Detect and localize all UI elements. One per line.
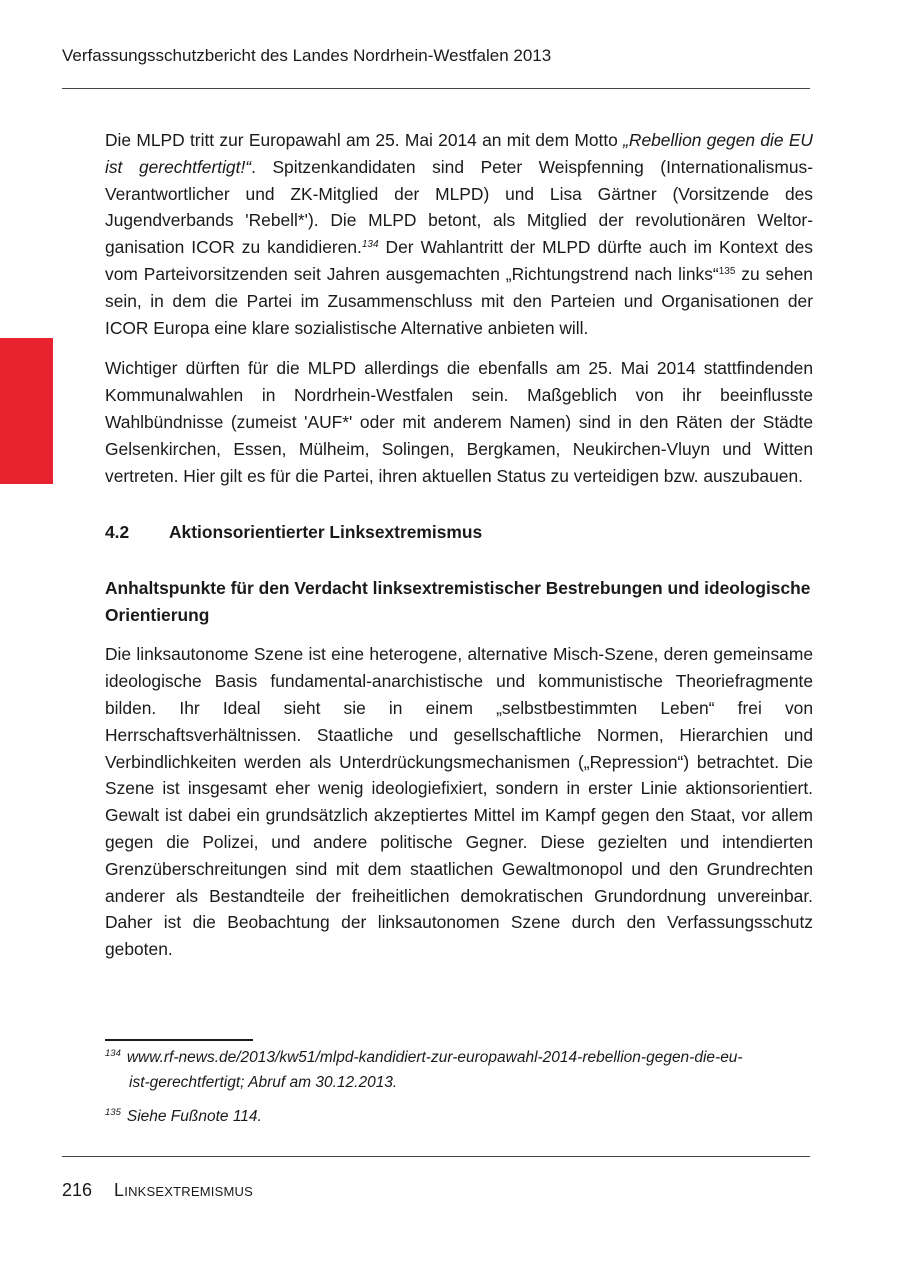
footnote-separator [105,1039,253,1041]
para1-text-4: zu sehen sein, in dem die Partei im Zusammenschluss mit den Parteien und Organisationen der ICOR Europa eine klare sozialistische Alternative anbieten will. [105,263,813,338]
footer-rule [62,1156,810,1157]
header-rule [62,88,810,89]
footnote-mark: 134 [105,1048,121,1059]
chapter-color-tab [0,338,53,484]
footnote-mark: 135 [105,1107,121,1118]
section-heading [105,519,813,545]
section-title: Aktionsorientierter Linksextremismus [169,522,483,543]
paragraph-kommunalwahlen: Wichtiger dürften für die MLPD allerdings die ebenfalls am 25. Mai 2014 stattfindenden Kommunalwahlen in Nordrhein-Westfalen sein. Maßgeblich von ihr beeinflusste Wahlbündnisse (zumeist 'AUF*' oder mit anderem Namen) sind in den Räten der Städte Gelsenkirchen, Essen, Mülheim, Solingen, Bergkamen, Neukirchen-Vluyn und Witten vertreten. Hier gilt es für die Partei, ihren aktuellen Status zu verteidigen bzw. auszubauen. [105,358,813,486]
campaign-motto: „Rebellion gegen die EU ist gerechtfertigt!“ [105,130,813,177]
page-number: 216 [62,1180,93,1200]
para1-text-2: . Spitzenkandidaten sind Peter Weispfenning (Internationalismus-Verantwortlicher und ZK-Mitglied der MLPD) und Lisa Gärtner (Vorsitzende des Jugendverbands 'Rebell*'). Die MLPD betont, als Mitglied der revolutionären Weltorganisation ICOR zu kandidieren. [105,156,813,258]
footnote-text: Siehe Fußnote 114. [126,1108,262,1125]
footnote-ref-134[interactable]: 134 [361,239,379,251]
footnote-135 [105,1105,795,1130]
section-number: 4.2 [105,522,130,543]
footnote-134 [105,1046,795,1095]
chapter-name: Linksextremismus [114,1180,253,1200]
footnote-continuation: ist-gerechtfertigt; Abruf am 30.12.2013. [129,1073,398,1091]
paragraph-linksautonome-szene: Die linksautonome Szene ist eine heterogene, alternative Misch-Szene, deren gemeinsame ideologische Basis fundamental-anarchistische und kommunistische Theoriefragmente bilden. Ihr Ideal sieht sie in einem „selbstbestimmten Leben“ frei von Herrschaftsverhältnissen. Staatliche und gesellschaftliche Normen, Hierarchien und Verbindlichkeiten werden als Unterdrückungsmechanismen („Repression“) betrachtet. Die Szene ist insgesamt eher wenig ideologiefixiert, sondern in erster Linie aktionsorientiert. Gewalt ist dabei ein grundsätzlich akzeptiertes Mittel im Kampf gegen den Staat, vor allem gegen die Polizei, und andere politische Gegner. Diese gezielten und intendierten Grenzüberschreitungen sind mit dem staatlichen Gewaltmonopol und den Grundrechten anderer als Bestandteile der freiheitlichen demokratischen Grundordnung unvereinbar. Daher ist die Beobachtung der linksautonomen Szene durch den Verfassungsschutz geboten. [105,644,813,960]
footnote-ref-135[interactable]: 135 [718,265,736,277]
para1-text-1: Die MLPD tritt zur Europawahl am 25. Mai 2014 an mit dem Motto [105,130,624,150]
page-footer [62,1180,253,1201]
running-header: Verfassungsschutzbericht des Landes Nordrhein-Westfalen 2013 [62,46,552,65]
main-content [105,127,813,977]
footnotes [105,1046,795,1140]
paragraph-mlpd-europawahl [105,127,813,341]
para1-text-3: Der Wahlantritt der MLPD dürfte auch im Kontext des vom Parteivorsitzenden seit Jahren ausgemachten „Richtungstrend nach links“ [105,237,813,284]
subsection-heading: Anhaltspunkte für den Verdacht linksextremistischer Bestrebungen und ideologische Orientierung [105,578,811,626]
footnote-link[interactable]: www.rf-news.de/2013/kw51/mlpd-kandidiert-zur-europawahl-2014-rebellion-gegen-die-eu- [126,1049,743,1066]
